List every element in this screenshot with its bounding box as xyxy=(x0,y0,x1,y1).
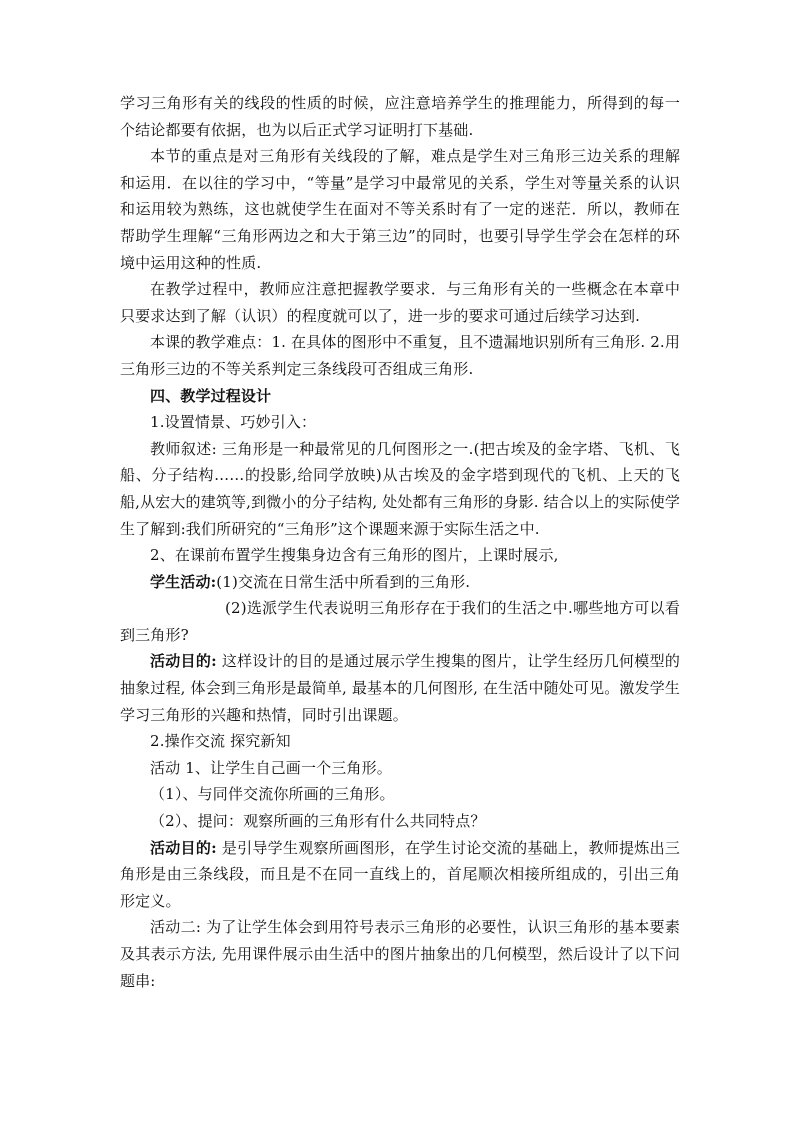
activity-goal-label-2: 活动目的: xyxy=(150,838,217,857)
paragraph-6: 教师叙述: 三角形是一种最常见的几何图形之一.(把古埃及的金字塔、飞机、飞船、分子结构……的投影,给同学放映)从古埃及的金字塔到现代的飞机、上天的飞船,从宏大的建筑等,到微小的分子结构, 处处都有三角形的身影. 结合以上的实际使学生了解到:我们所研究的“三角形”这个课题来源于实际生活之中. xyxy=(120,439,680,538)
activity-goal-text-2: 是引导学生观察所画图形，在学生讨论交流的基础上，教师提炼出三角形是由三条线段，而且是不在同一直线上的，首尾顺次相接所组成的，引出三角形定义。 xyxy=(120,838,680,910)
section-heading-4: 四、教学过程设计 xyxy=(150,386,272,405)
student-activity-1: (1)交流在日常生活中所看到的三角形. xyxy=(216,572,471,591)
activity-goal-text-1: 这样设计的目的是通过展示学生搜集的图片，让学生经历几何模型的抽象过程, 体会到三角形是最简单, 最基本的几何图形, 在生活中随处可见。激发学生学习三角形的兴趣和热情，同时引出课题。 xyxy=(120,652,680,724)
student-activity xyxy=(120,569,680,596)
paragraph-3: 在教学过程中，教师应注意把握教学要求．与三角形有关的一些概念在本章中只要求达到了解（认识）的程度就可以了，进一步的要求可通过后续学习达到. xyxy=(120,280,680,325)
paragraph-2: 本节的重点是对三角形有关线段的了解，难点是学生对三角形三边关系的理解和运用．在以往的学习中，“等量”是学习中最常见的关系，学生对等量关系的认识和运用较为熟练，这也就使学生在面对不等关系时有了一定的迷茫．所以，教师在帮助学生理解“三角形两边之和大于第三边”的同时，也要引导学生学会在怎样的环境中运用这种的性质. xyxy=(120,147,680,272)
paragraph-13: （1）、与同伴交流你所画的三角形。 xyxy=(150,785,395,804)
paragraph-4: 本课的教学难点：1. 在具体的图形中不重复，且不遗漏地识别所有三角形. 2.用三角形三边的不等关系判定三条线段可否组成三角形. xyxy=(120,333,680,378)
paragraph-7: 2、在课前布置学生搜集身边含有三角形的图片，上课时展示, xyxy=(150,546,559,565)
activity-goal-1 xyxy=(120,648,680,728)
student-activity-2: (2)选派学生代表说明三角形存在于我们的生活之中.哪些地方可以看到三角形? xyxy=(120,599,680,644)
activity-goal-2 xyxy=(120,835,680,915)
student-activity-label: 学生活动: xyxy=(150,572,217,591)
paragraph-1: 学习三角形有关的线段的性质的时候，应注意培养学生的推理能力，所得到的每一个结论都要有依据，也为以后正式学习证明打下基础. xyxy=(120,94,680,139)
paragraph-14: （2）、提问：观察所画的三角形有什么共同特点？ xyxy=(150,812,486,831)
paragraph-12: 活动 1、让学生自己画一个三角形。 xyxy=(150,758,392,777)
paragraph-11: 2.操作交流 探究新知 xyxy=(150,732,291,751)
document-page xyxy=(120,90,680,994)
paragraph-5: 1.设置情景、巧妙引入： xyxy=(150,413,317,432)
activity-goal-label-1: 活动目的: xyxy=(150,652,217,671)
paragraph-16: 活动二: 为了让学生体会到用符号表示三角形的必要性，认识三角形的基本要素及其表示方法, 先用课件展示由生活中的图片抽象出的几何模型，然后设计了以下问题串: xyxy=(120,918,680,990)
